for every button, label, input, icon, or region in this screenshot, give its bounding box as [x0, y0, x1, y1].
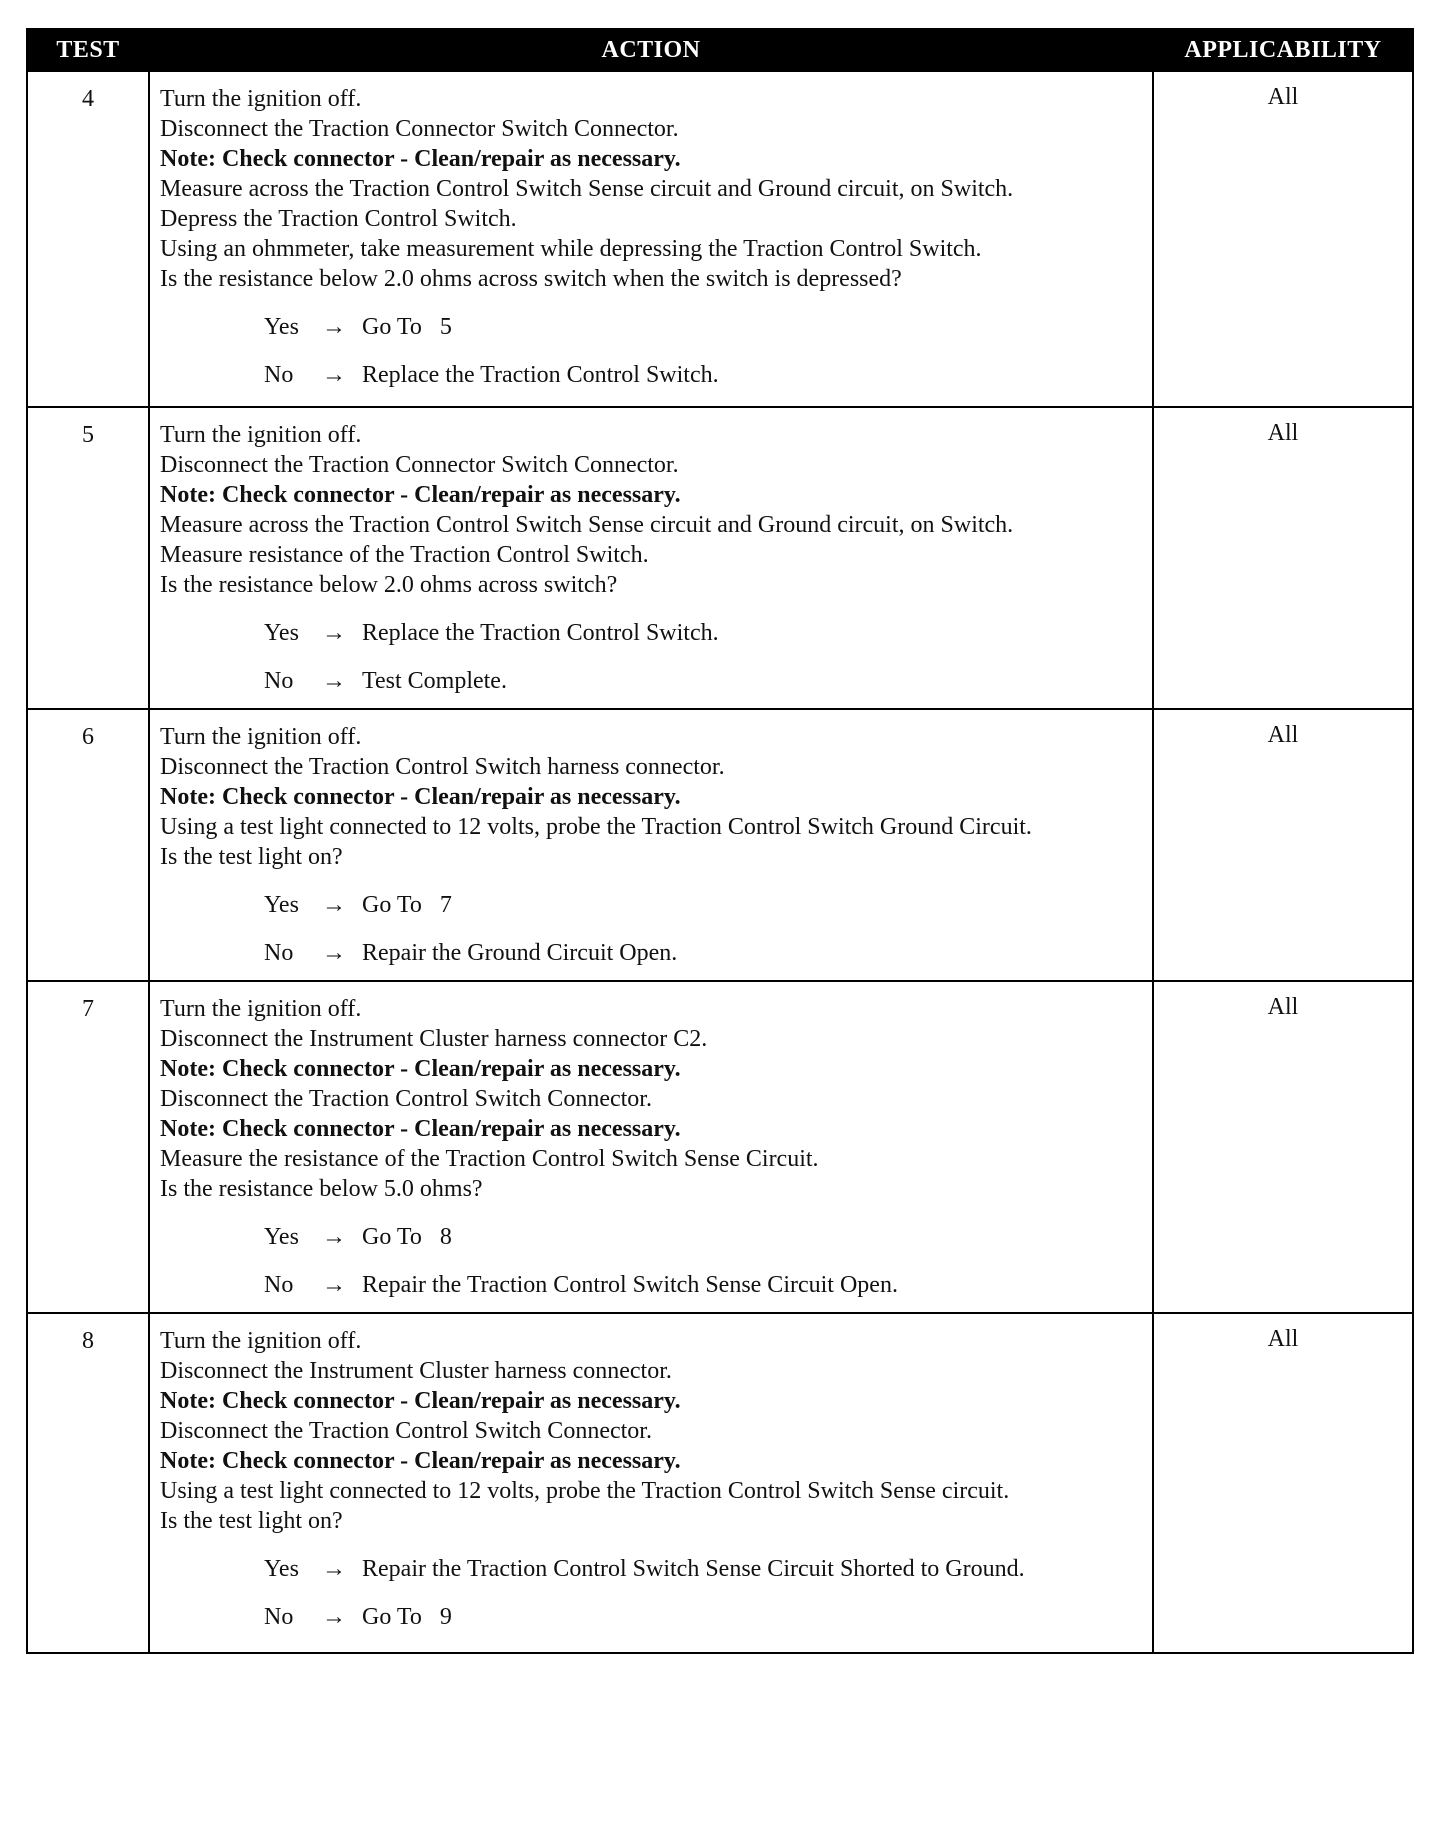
outcome-no — [160, 1270, 1142, 1300]
outcome-yes — [160, 890, 1142, 920]
action-step: Turn the ignition off. — [160, 1328, 362, 1354]
action-step: Disconnect the Traction Control Switch Connector. — [160, 1086, 652, 1112]
outcome-no — [160, 360, 1142, 390]
action-step: Disconnect the Traction Connector Switch Connector. — [160, 452, 679, 478]
action-cell — [149, 709, 1153, 981]
outcome-text — [362, 618, 1142, 648]
test-row — [27, 407, 1413, 709]
arrow-right-icon: → — [322, 668, 346, 694]
arrow-right-icon: → — [322, 1556, 346, 1582]
test-number: 8 — [27, 1313, 149, 1653]
outcome-label: No — [264, 1604, 294, 1630]
outcome-instruction: Go To — [362, 892, 422, 918]
outcome-instruction: Replace the Traction Control Switch. — [362, 362, 719, 388]
action-step: Is the test light on? — [160, 1508, 343, 1534]
arrow-right-icon: → — [322, 1604, 346, 1630]
outcome-no — [160, 938, 1142, 968]
test-row — [27, 1313, 1413, 1653]
action-step: Disconnect the Instrument Cluster harness connector C2. — [160, 1026, 708, 1052]
goto-test-number: 7 — [439, 892, 452, 918]
test-number: 6 — [27, 709, 149, 981]
arrow-right-icon: → — [322, 314, 346, 340]
test-row — [27, 71, 1413, 407]
outcome-instruction: Test Complete. — [362, 668, 507, 694]
outcome-label: Yes — [264, 314, 299, 340]
action-step: Turn the ignition off. — [160, 724, 362, 750]
action-step: Measure resistance of the Traction Control Switch. — [160, 542, 649, 568]
outcome-text — [362, 360, 1142, 390]
arrow-right-icon: → — [322, 892, 346, 918]
header-test: TEST — [27, 29, 149, 71]
action-step: Is the test light on? — [160, 844, 343, 870]
outcome-label: Yes — [264, 892, 299, 918]
outcome-instruction: Go To — [362, 314, 422, 340]
goto-test-number: 8 — [439, 1224, 452, 1250]
applicability-cell: All — [1153, 71, 1413, 407]
outcome-text — [362, 312, 1142, 342]
outcome-text — [362, 890, 1142, 920]
outcome-text — [362, 1554, 1142, 1584]
action-step: Is the resistance below 2.0 ohms across switch? — [160, 572, 618, 598]
arrow-right-icon: → — [322, 1224, 346, 1250]
arrow-right-icon: → — [322, 940, 346, 966]
arrow-right-icon: → — [322, 620, 346, 646]
outcome-text — [362, 1602, 1142, 1632]
outcome-yes — [160, 1222, 1142, 1252]
action-cell — [149, 71, 1153, 407]
action-cell — [149, 1313, 1153, 1653]
test-row — [27, 709, 1413, 981]
action-step: Disconnect the Traction Control Switch Connector. — [160, 1418, 652, 1444]
outcome-label: Yes — [264, 620, 299, 646]
outcome-text — [362, 938, 1142, 968]
action-step: Turn the ignition off. — [160, 996, 362, 1022]
outcome-label: No — [264, 362, 294, 388]
action-cell — [149, 981, 1153, 1313]
goto-test-number: 9 — [439, 1604, 452, 1630]
action-cell — [149, 407, 1153, 709]
action-step: Using a test light connected to 12 volts, probe the Traction Control Switch Ground Circuit. — [160, 814, 1032, 840]
outcome-no — [160, 1602, 1142, 1632]
applicability-cell: All — [1153, 1313, 1413, 1653]
outcome-yes — [160, 312, 1142, 342]
header-action: ACTION — [149, 29, 1153, 71]
outcome-label: Yes — [264, 1556, 299, 1582]
test-rows — [27, 71, 1413, 1653]
test-number: 5 — [27, 407, 149, 709]
action-step: Disconnect the Traction Connector Switch Connector. — [160, 116, 679, 142]
action-step: Turn the ignition off. — [160, 422, 362, 448]
note-line: Note: Check connector - Clean/repair as necessary. — [160, 146, 681, 172]
arrow-right-icon: → — [322, 362, 346, 388]
header-applicability: APPLICABILITY — [1153, 29, 1413, 71]
arrow-right-icon: → — [322, 1272, 346, 1298]
outcome-text — [362, 666, 1142, 696]
outcome-text — [362, 1270, 1142, 1300]
outcome-instruction: Repair the Ground Circuit Open. — [362, 940, 678, 966]
outcome-instruction: Repair the Traction Control Switch Sense Circuit Shorted to Ground. — [362, 1556, 1025, 1582]
diagnostic-table — [26, 28, 1414, 1654]
applicability-cell: All — [1153, 709, 1413, 981]
outcome-label: No — [264, 940, 294, 966]
action-step: Disconnect the Traction Control Switch harness connector. — [160, 754, 725, 780]
test-row — [27, 981, 1413, 1313]
header-row — [27, 29, 1413, 71]
action-step: Using an ohmmeter, take measurement while depressing the Traction Control Switch. — [160, 236, 982, 262]
outcome-no — [160, 666, 1142, 696]
applicability-cell: All — [1153, 407, 1413, 709]
outcome-instruction: Go To — [362, 1224, 422, 1250]
goto-test-number: 5 — [439, 314, 452, 340]
action-step: Is the resistance below 5.0 ohms? — [160, 1176, 483, 1202]
action-step: Measure across the Traction Control Switch Sense circuit and Ground circuit, on Switch. — [160, 512, 1014, 538]
test-number: 4 — [27, 71, 149, 407]
outcome-label: No — [264, 668, 294, 694]
outcome-yes — [160, 618, 1142, 648]
action-step: Disconnect the Instrument Cluster harness connector. — [160, 1358, 672, 1384]
note-line: Note: Check connector - Clean/repair as necessary. — [160, 1388, 681, 1414]
outcome-yes — [160, 1554, 1142, 1584]
outcome-label: No — [264, 1272, 294, 1298]
outcome-instruction: Go To — [362, 1604, 422, 1630]
diagnostic-test-sheet — [26, 28, 1412, 1654]
action-step: Using a test light connected to 12 volts, probe the Traction Control Switch Sense circuit. — [160, 1478, 1010, 1504]
action-step: Turn the ignition off. — [160, 86, 362, 112]
outcome-label: Yes — [264, 1224, 299, 1250]
action-step: Measure across the Traction Control Switch Sense circuit and Ground circuit, on Switch. — [160, 176, 1014, 202]
action-step: Depress the Traction Control Switch. — [160, 206, 517, 232]
action-step: Measure the resistance of the Traction Control Switch Sense Circuit. — [160, 1146, 819, 1172]
test-number: 7 — [27, 981, 149, 1313]
note-line: Note: Check connector - Clean/repair as necessary. — [160, 1056, 681, 1082]
outcome-instruction: Replace the Traction Control Switch. — [362, 620, 719, 646]
applicability-cell: All — [1153, 981, 1413, 1313]
note-line: Note: Check connector - Clean/repair as necessary. — [160, 1116, 681, 1142]
note-line: Note: Check connector - Clean/repair as necessary. — [160, 784, 681, 810]
outcome-instruction: Repair the Traction Control Switch Sense Circuit Open. — [362, 1272, 898, 1298]
note-line: Note: Check connector - Clean/repair as necessary. — [160, 482, 681, 508]
action-step: Is the resistance below 2.0 ohms across switch when the switch is depressed? — [160, 266, 902, 292]
outcome-text — [362, 1222, 1142, 1252]
note-line: Note: Check connector - Clean/repair as necessary. — [160, 1448, 681, 1474]
